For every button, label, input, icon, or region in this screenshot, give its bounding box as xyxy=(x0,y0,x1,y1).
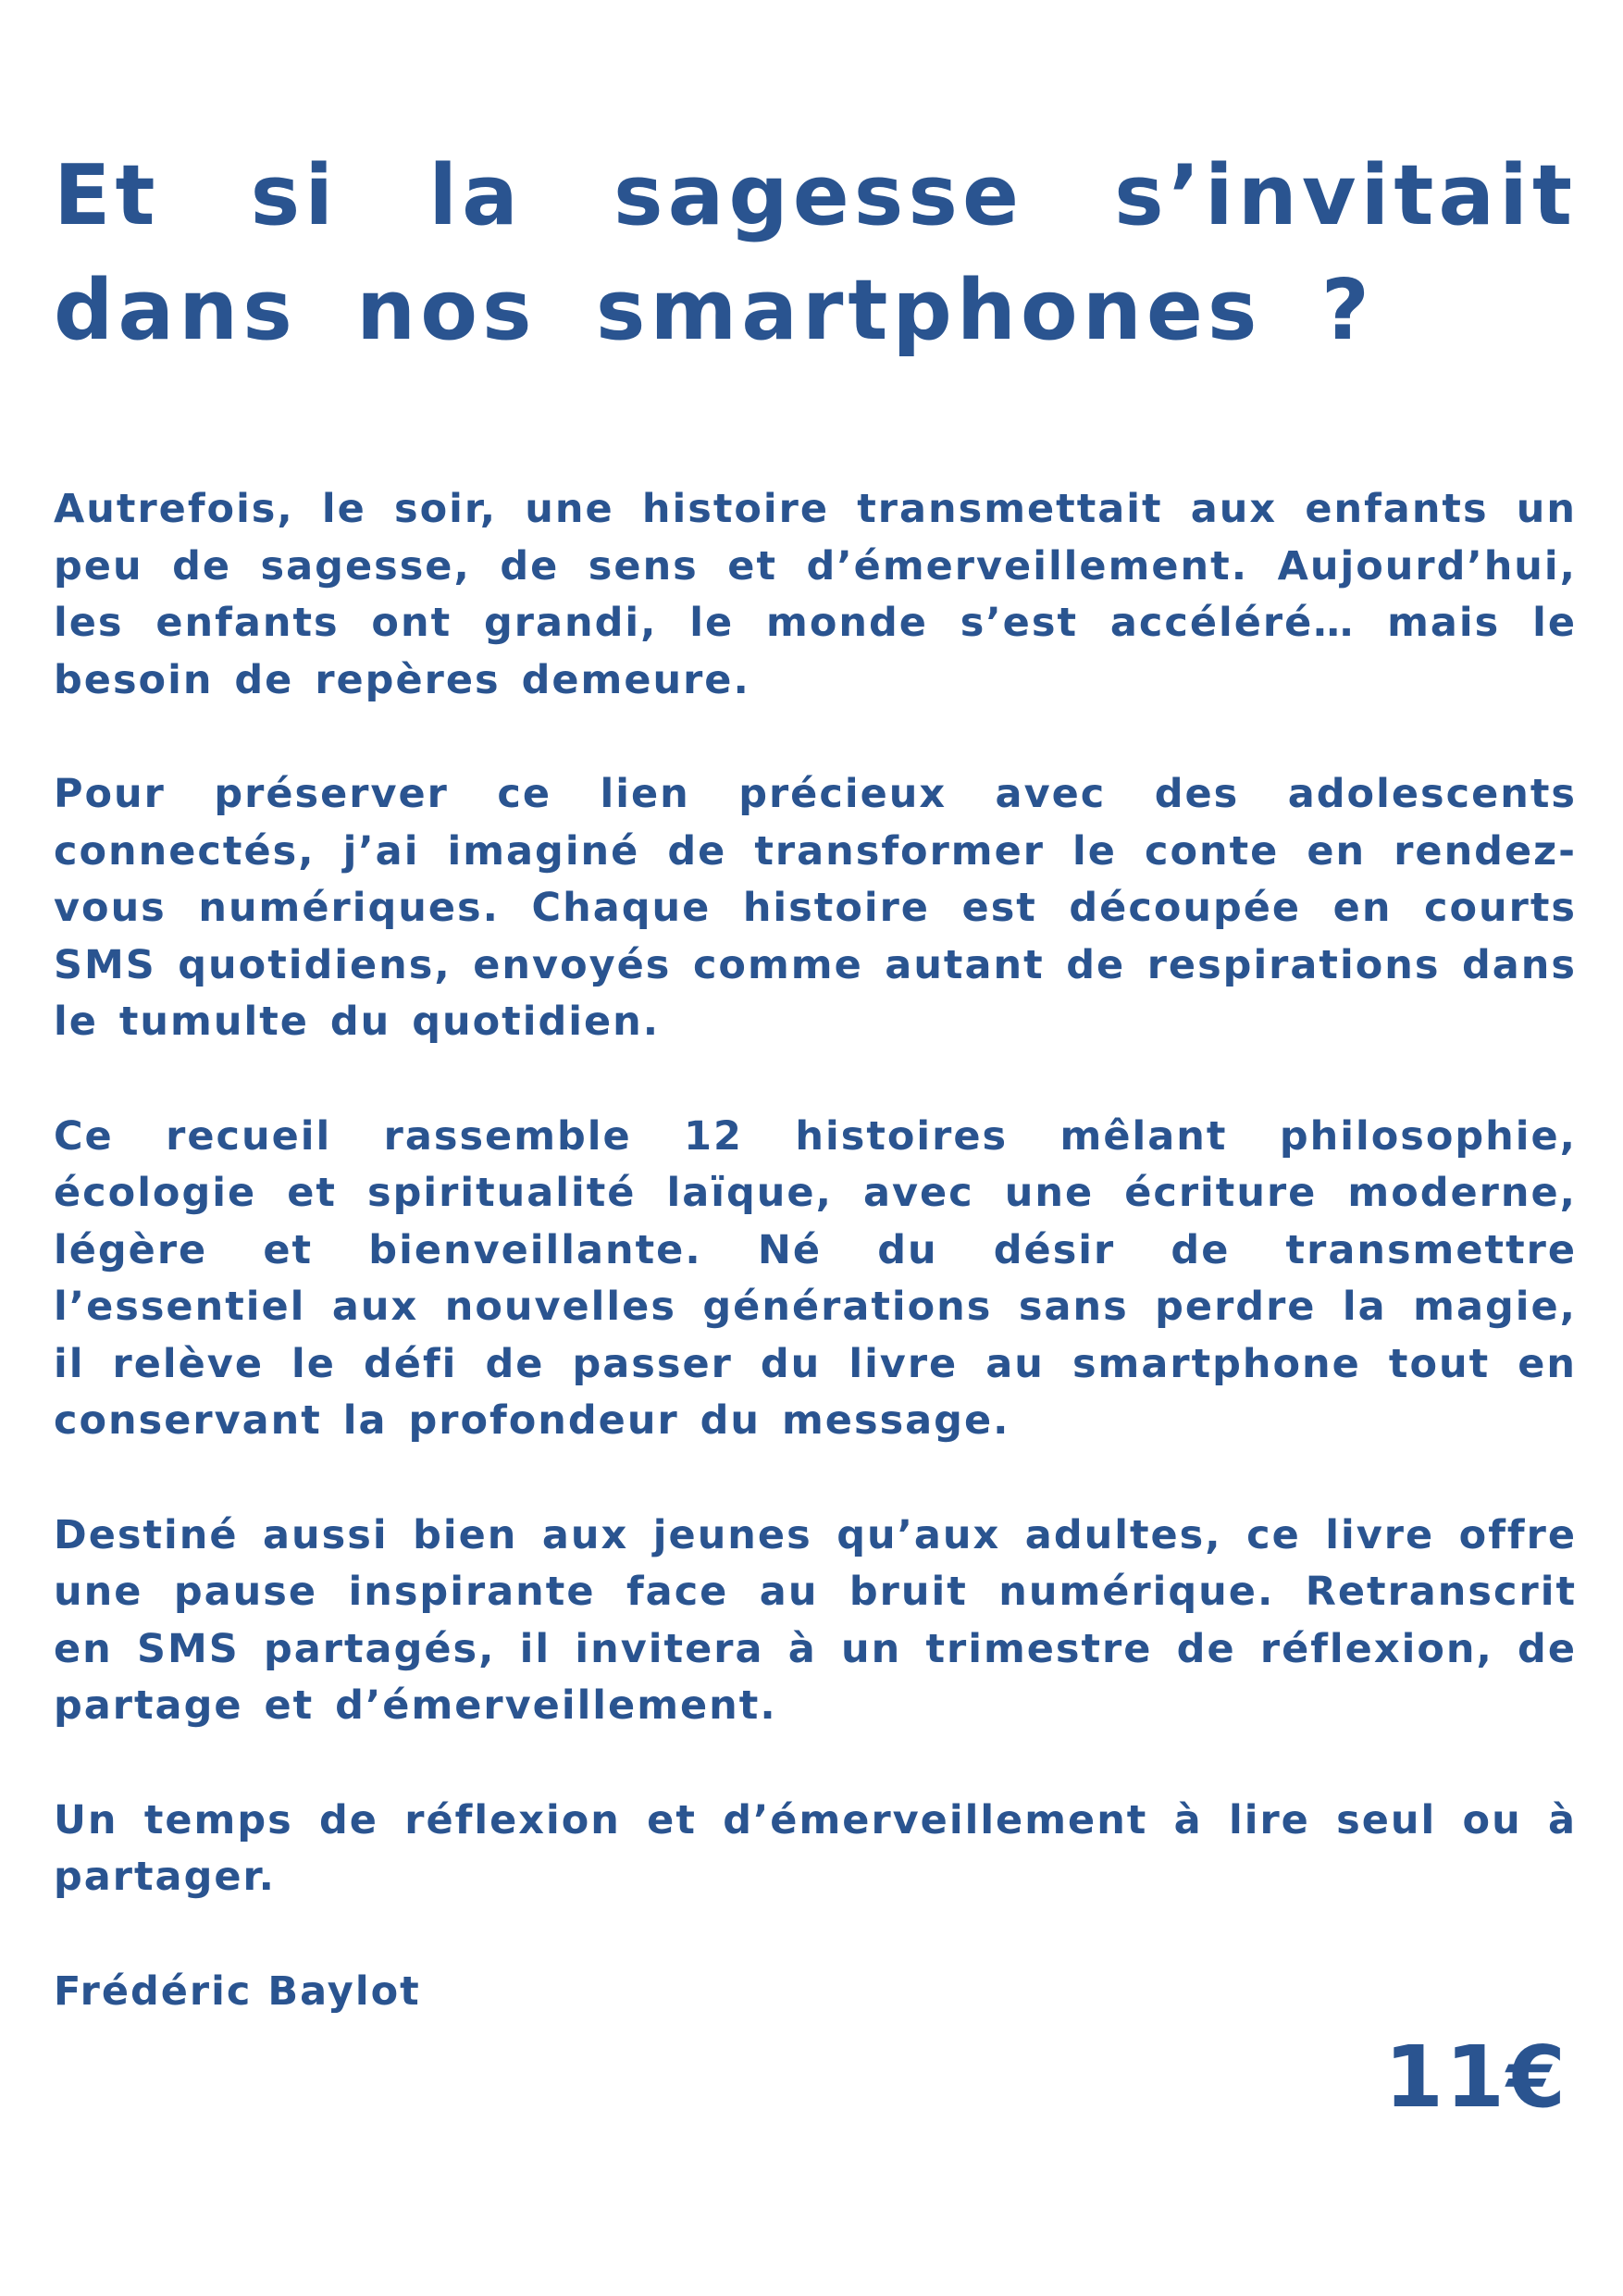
paragraph-5: Un temps de réflexion et d’émerveillement à lire seul ou à partager. xyxy=(54,1796,1577,1900)
paragraph-4: Destiné aussi bien aux jeunes qu’aux adultes, ce livre offre une pause inspirante face au bruit numérique. Retranscrit en SMS partagés, il invitera à un trimestre de réflexion, de partage et d’émerveillement. xyxy=(54,1511,1577,1729)
paragraph-3: Ce recueil rassemble 12 histoires mêlant philosophie, écologie et spiritualité laïque, avec une écriture moderne, légère et bienveillante. Né du désir de transmettre l’essentiel aux nouvelles générations sans perdre la magie, il relève le défi de passer du livre au smartphone tout en conservant la profondeur du message. xyxy=(54,1112,1577,1444)
paragraph-1: Autrefois, le soir, une histoire transmettait aux enfants un peu de sagesse, de sens et d’émerveillement. Aujourd’hui, les enfants ont grandi, le monde s’est accéléré… mais le besoin de repères demeure. xyxy=(54,486,1577,703)
paragraph-2: Pour préserver ce lien précieux avec des adolescents connectés, j’ai imaginé de transformer le conte en rendez-vous numériques. Chaque histoire est découpée en courts SMS quotidiens, envoyés comme autant de respirations dans le tumulte du quotidien. xyxy=(54,771,1577,1045)
author-signature: Frédéric Baylot xyxy=(54,1967,421,2015)
page-title: Et si la sagesse s’invitait dans nos smartphones ? xyxy=(54,147,1577,359)
price-label: 11€ xyxy=(1384,2028,1568,2127)
back-cover xyxy=(54,139,1577,2020)
body-text xyxy=(54,481,1577,2020)
